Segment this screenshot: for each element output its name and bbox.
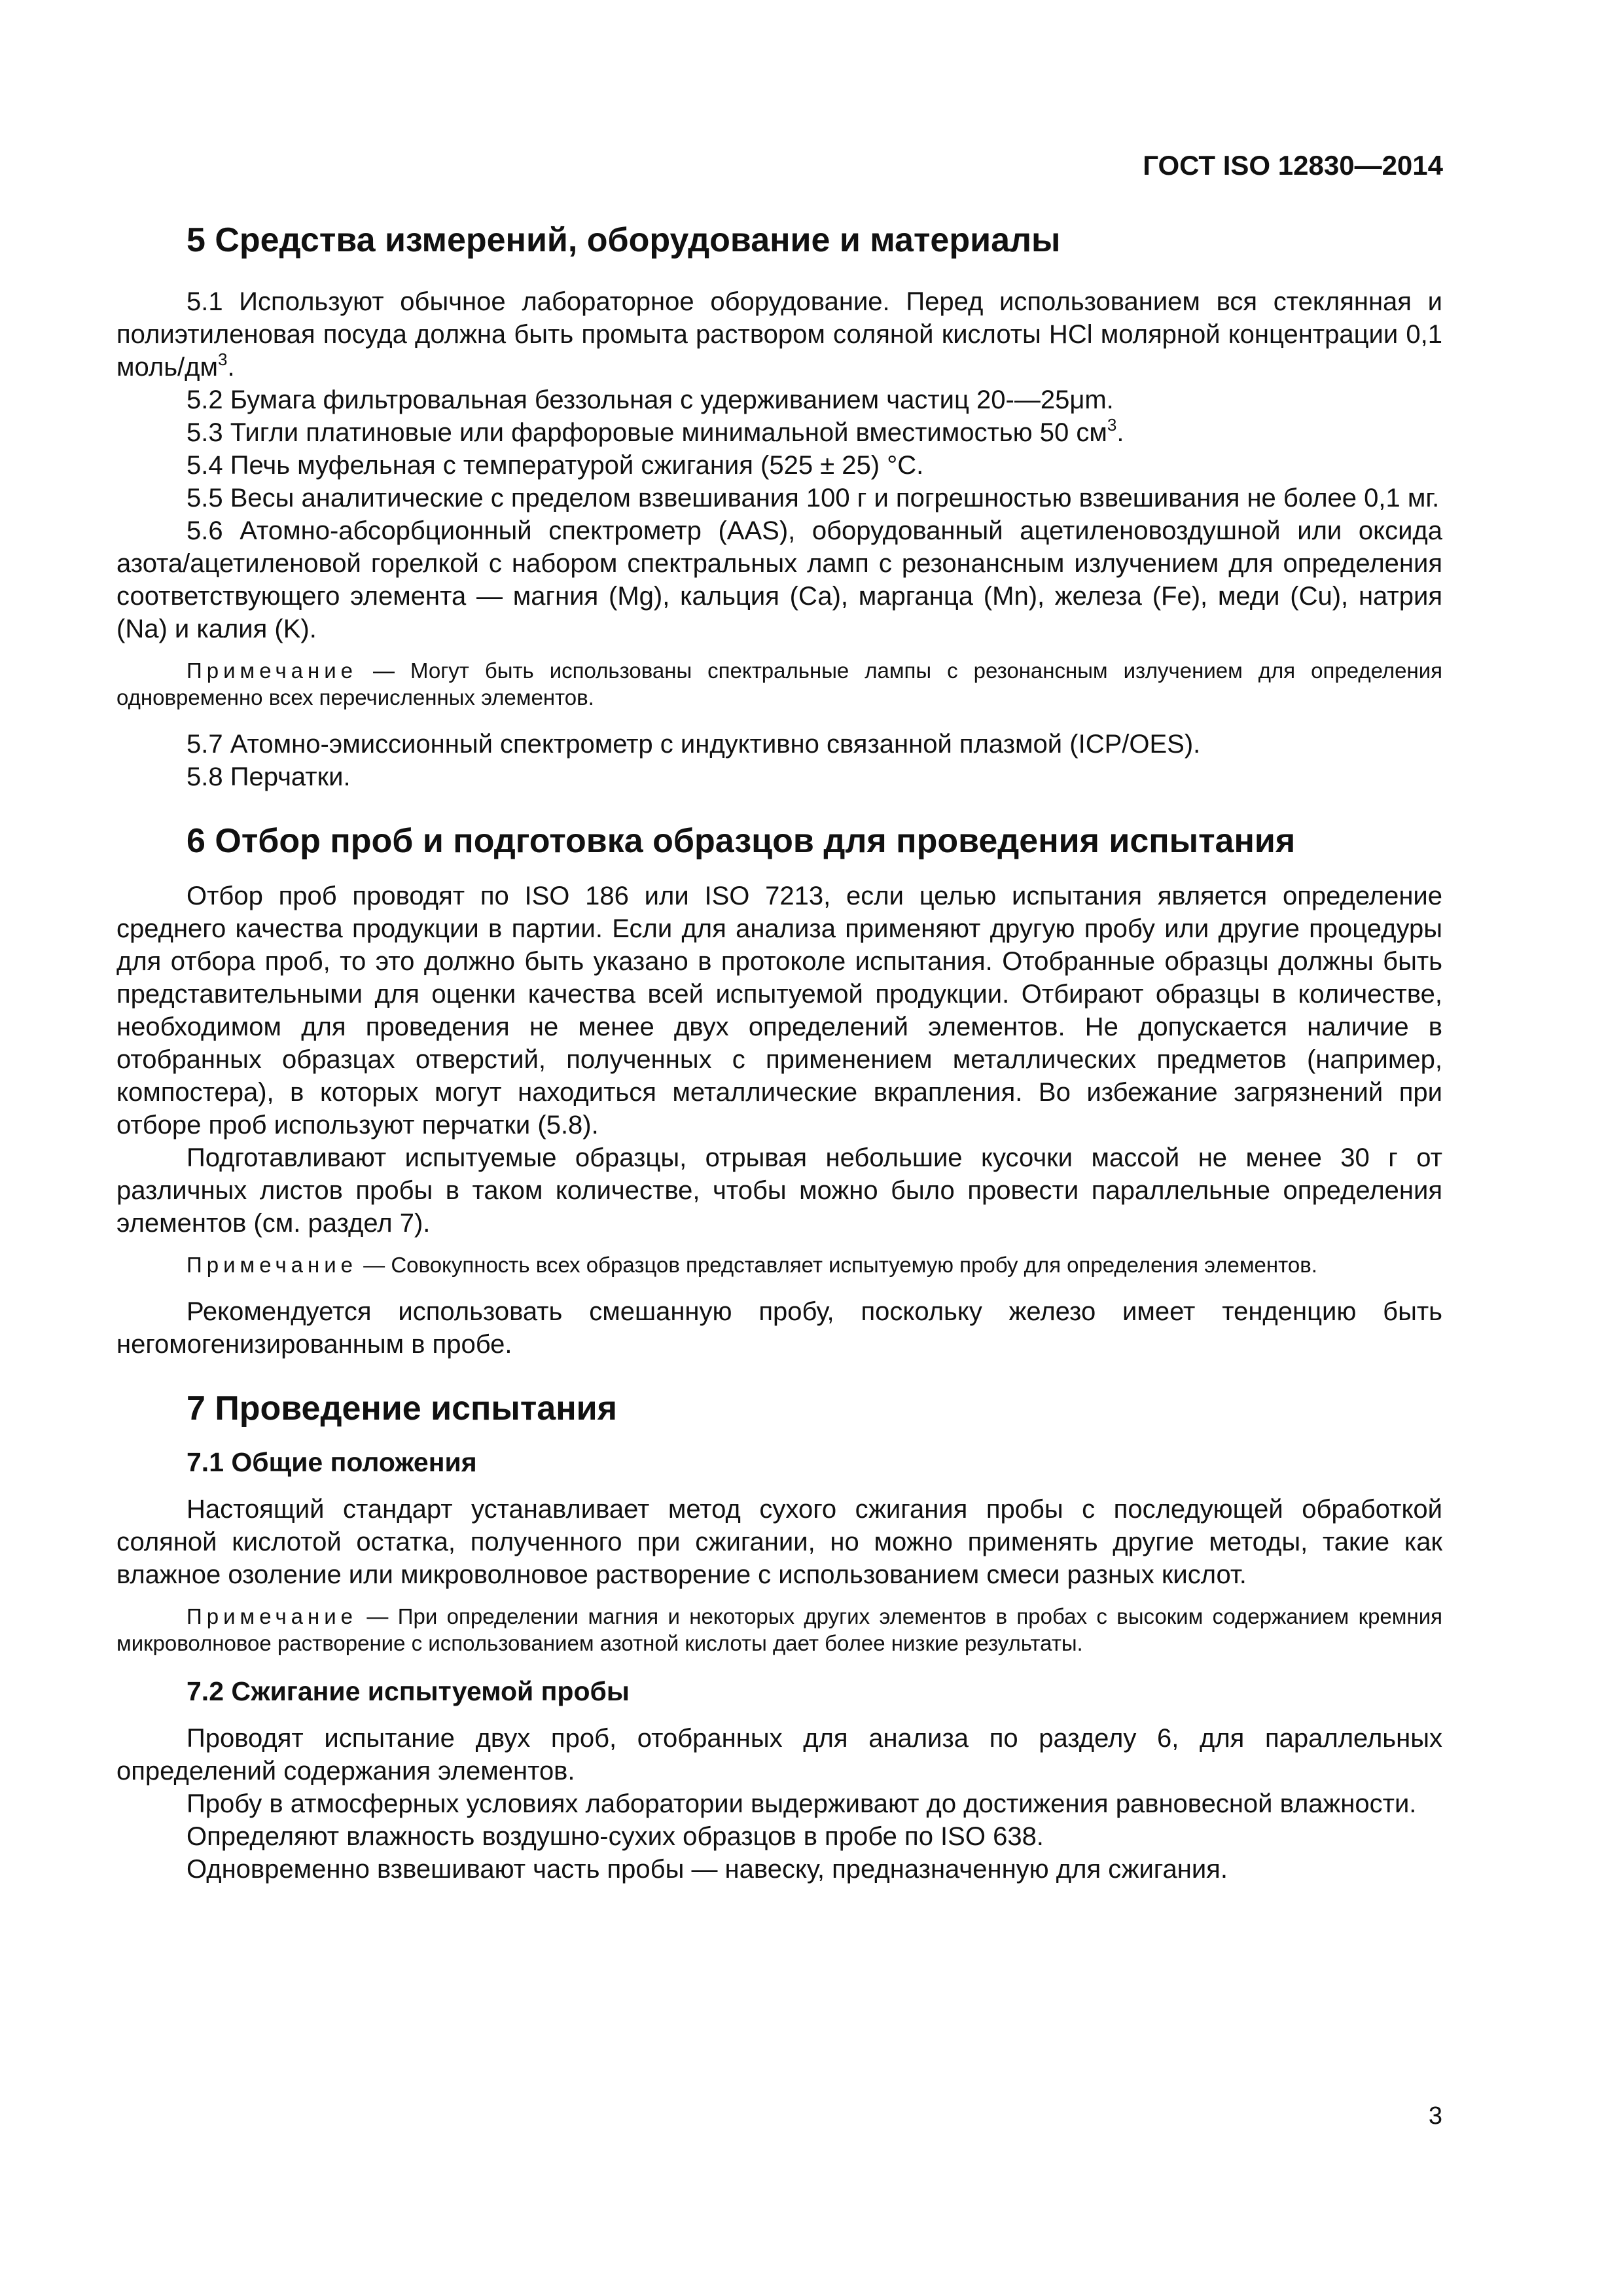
- note-7: [116, 1603, 1442, 1657]
- page-number: 3: [1428, 2102, 1442, 2130]
- paragraph-6-1: Отбор проб проводят по ISO 186 или ISO 7213, если целью испытания является определение среднего качества продукции в партии. Если для анализа применяют другую пробу или другие процедуры для отбора проб, то это должно быть указано в протоколе испытания. Отобранные образцы должны быть представительными для оценки качества всей испытуемой продукции. Отбирают образцы в количестве, необходимом для проведения не менее двух определений элементов. Не допускается наличие в отобранных образцах отверстий, полученных с применением металлических предметов (например, компостера), в которых могут находиться металлические вкрапления. Во избежание загрязнений при отборе проб используют перчатки (5.8).: [116, 882, 1442, 1139]
- subsection-7-2-title: 7.2 Сжигание испытуемой пробы: [187, 1676, 630, 1706]
- section-6-title: 6 Отбор проб и подготовка образцов для проведения испытания: [187, 822, 1296, 860]
- note-label: Примечание: [187, 1253, 358, 1277]
- paragraph-5-1-end: .: [227, 353, 235, 382]
- superscript-3: 3: [218, 349, 228, 369]
- note-text: — Могут быть использованы спектральные лампы с резонансным излучением для определения одновременно всех перечисленных элементов.: [116, 658, 1442, 709]
- document-body: [116, 220, 1442, 1886]
- superscript-3: 3: [1107, 414, 1117, 435]
- paragraph-5-3-text: 5.3 Тигли платиновые или фарфоровые минимальной вместимостью 50 см: [187, 418, 1107, 447]
- subsection-7-1-title: 7.1 Общие положения: [187, 1447, 477, 1477]
- paragraph-7-2-1: Проводят испытание двух проб, отобранных для анализа по разделу 6, для параллельных определений содержания элементов.: [116, 1724, 1442, 1785]
- paragraph-5-1: [116, 285, 1442, 384]
- paragraph-5-5: 5.5 Весы аналитические с пределом взвешивания 100 г и погрешностью взвешивания не более 0,1 мг.: [187, 484, 1440, 512]
- paragraph-7-2-3: Определяют влажность воздушно-сухих образцов в пробе по ISO 638.: [187, 1822, 1044, 1851]
- paragraph-5-6: 5.6 Атомно-абсорбционный спектрометр (AAS), оборудованный ацетиленовоздушной или оксида азота/ацетиленовой горелкой с набором спектральных ламп с резонансным излучением для определения соответствующего элемента — магния (Mg), кальция (Са), марганца (Mn), железа (Fe), меди (Cu), натрия (Na) и калия (K).: [116, 516, 1442, 643]
- paragraph-6-3: Рекомендуется использовать смешанную пробу, поскольку железо имеет тенденцию быть негомогенизированным в пробе.: [116, 1297, 1442, 1359]
- note-label: Примечание: [187, 1604, 358, 1628]
- note-text: — Совокупность всех образцов представляет испытуемую пробу для определения элементов.: [357, 1253, 1317, 1277]
- section-5-title: 5 Средства измерений, оборудование и материалы: [187, 221, 1061, 259]
- document-code: ГОСТ ISO 12830—2014: [1143, 150, 1443, 181]
- section-7-title: 7 Проведение испытания: [187, 1390, 617, 1427]
- note-label: Примечание: [187, 658, 358, 683]
- note-text: — При определении магния и некоторых других элементов в пробах с высоким содержанием кремния микроволновое растворение с использованием азотной кислоты дает более низкие результаты.: [116, 1604, 1442, 1655]
- paragraph-5-3-end: .: [1116, 418, 1124, 447]
- paragraph-7-2-4: Одновременно взвешивают часть пробы — навеску, предназначенную для сжигания.: [187, 1855, 1228, 1884]
- note-5: [116, 657, 1442, 711]
- paragraph-5-3: [116, 416, 1442, 449]
- paragraph-5-1-text: 5.1 Используют обычное лабораторное оборудование. Перед использованием вся стеклянная и полиэтиленовая посуда должна быть промыта раствором соляной кислоты HCl молярной концентрации 0,1 моль/дм: [116, 287, 1442, 382]
- paragraph-5-2: 5.2 Бумага фильтровальная беззольная с удерживанием частиц 20-—25μm.: [187, 386, 1114, 414]
- paragraph-5-4: 5.4 Печь муфельная с температурой сжигания (525 ± 25) °С.: [187, 451, 924, 480]
- note-6: [116, 1251, 1442, 1278]
- paragraph-7-2-2: Пробу в атмосферных условиях лаборатории выдерживают до достижения равновесной влажности.: [187, 1789, 1417, 1818]
- paragraph-6-2: Подготавливают испытуемые образцы, отрывая небольшие кусочки массой не менее 30 г от различных листов пробы в таком количестве, чтобы можно было провести параллельные определения элементов (см. раздел 7).: [116, 1143, 1442, 1238]
- paragraph-7-1-1: Настоящий стандарт устанавливает метод сухого сжигания пробы с последующей обработкой соляной кислотой остатка, полученного при сжигании, но можно применять другие методы, такие как влажное озоление или микроволновое растворение с использованием смеси разных кислот.: [116, 1495, 1442, 1589]
- paragraph-5-7: 5.7 Атомно-эмиссионный спектрометр с индуктивно связанной плазмой (ICP/OES).: [187, 730, 1201, 759]
- paragraph-5-8: 5.8 Перчатки.: [187, 762, 351, 791]
